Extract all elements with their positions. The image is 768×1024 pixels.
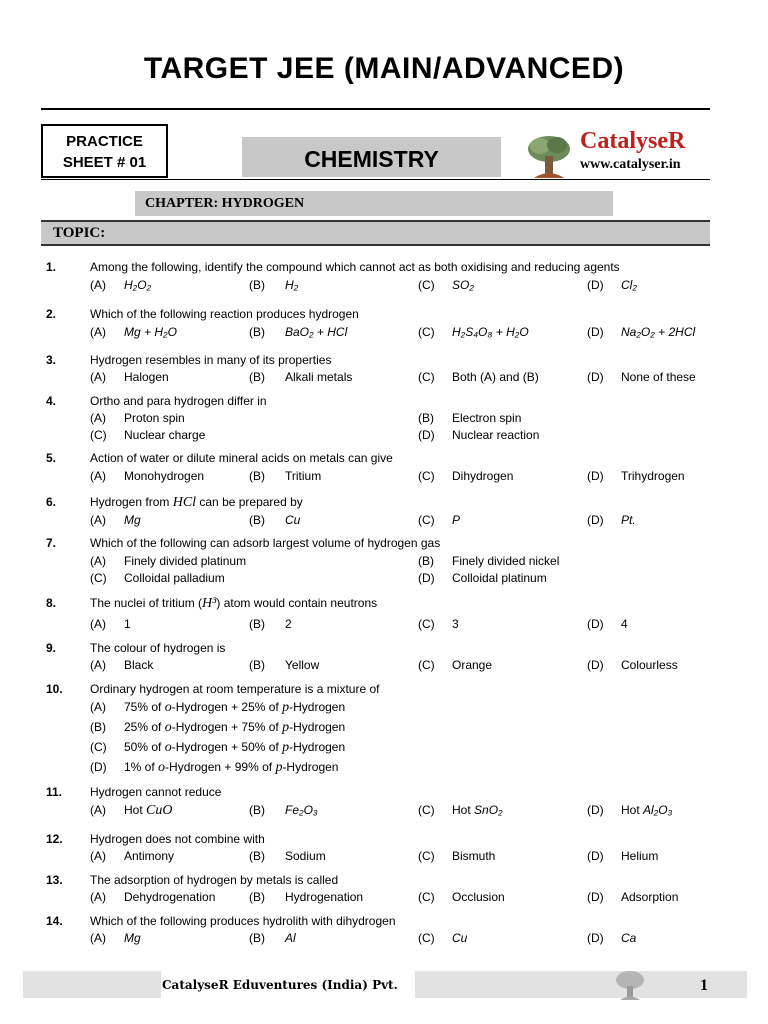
option-text: Nuclear reaction xyxy=(452,428,540,442)
option-label: (C) xyxy=(418,513,435,527)
option-math: SnO₂ xyxy=(474,803,503,817)
option-label: (B) xyxy=(249,890,265,904)
option-text xyxy=(452,802,503,819)
question-text: Hydrogen resembles in many of its properties xyxy=(90,353,332,367)
option-label: (B) xyxy=(249,469,265,483)
option-label: (C) xyxy=(418,658,435,672)
question-math: H³ xyxy=(202,596,217,611)
question-text: Hydrogen cannot reduce xyxy=(90,785,222,799)
topic-bar: TOPIC: xyxy=(41,220,710,246)
option-text: H₂O₂ xyxy=(124,278,152,292)
option-math-p: p xyxy=(282,720,290,735)
option-label: (D) xyxy=(587,325,604,339)
option-text: Trihydrogen xyxy=(621,469,685,483)
question-text: The colour of hydrogen is xyxy=(90,641,226,655)
option-text: Hydrogenation xyxy=(285,890,364,904)
option-text: Mg xyxy=(124,931,141,945)
option-label: (A) xyxy=(90,849,106,863)
option-text: Colloidal platinum xyxy=(452,571,547,585)
option-label: (D) xyxy=(587,849,604,863)
option-text: 3 xyxy=(452,617,459,631)
question-text: Ordinary hydrogen at room temperature is a mixture of xyxy=(90,682,380,696)
option-label: (D) xyxy=(90,760,107,774)
option-label: (A) xyxy=(90,700,106,714)
question-text-post: can be prepared by xyxy=(196,495,303,509)
option-text-b: -Hydrogen + 75% of xyxy=(171,720,283,734)
option-math-o: o xyxy=(164,720,172,735)
option-text xyxy=(124,739,345,756)
option-math-p: p xyxy=(282,740,290,755)
option-label: (D) xyxy=(587,370,604,384)
question-number: 9. xyxy=(46,641,57,655)
option-text: Electron spin xyxy=(452,411,522,425)
option-math: CuO xyxy=(146,803,173,818)
option-label: (C) xyxy=(418,890,435,904)
option-text xyxy=(285,802,318,819)
option-text: Pt. xyxy=(621,513,636,527)
option-label: (B) xyxy=(249,849,265,863)
option-text: Orange xyxy=(452,658,493,672)
option-label: (C) xyxy=(90,428,107,442)
option-text-prefix: Hot xyxy=(124,803,147,817)
question-text xyxy=(90,595,377,612)
option-label: (C) xyxy=(418,278,435,292)
option-label: (C) xyxy=(418,849,435,863)
question-text: Which of the following can adsorb largest volume of hydrogen gas xyxy=(90,536,441,550)
footer-tree-logo-icon xyxy=(614,969,646,1001)
option-text: BaO₂ + HCl xyxy=(285,325,348,339)
option-text-b: -Hydrogen + 99% of xyxy=(165,760,276,774)
option-label: (A) xyxy=(90,325,106,339)
question-text-post: ) atom would contain neutrons xyxy=(216,596,378,610)
option-math-p: p xyxy=(282,700,290,715)
option-text: H₂ xyxy=(285,278,299,292)
option-text-prefix: Hot xyxy=(452,803,475,817)
option-label: (B) xyxy=(249,617,265,631)
question-text: Action of water or dilute mineral acids on metals can give xyxy=(90,451,393,465)
question-number: 2. xyxy=(46,307,57,321)
chapter-banner: CHAPTER: HYDROGEN xyxy=(135,191,613,216)
tree-logo-icon xyxy=(526,134,572,180)
option-text-c: -Hydrogen xyxy=(289,720,346,734)
option-text-a: 50% of xyxy=(124,740,165,754)
option-label: (D) xyxy=(587,513,604,527)
option-text: Mg xyxy=(124,513,141,527)
option-label: (B) xyxy=(418,554,434,568)
option-text-b: -Hydrogen + 50% of xyxy=(171,740,283,754)
option-math: Al₂O₃ xyxy=(643,803,673,817)
brand-name: CatalyseR xyxy=(580,128,686,154)
question-number: 1. xyxy=(46,260,57,274)
option-text: Both (A) and (B) xyxy=(452,370,539,384)
option-text: Occlusion xyxy=(452,890,505,904)
question-text-pre: Hydrogen from xyxy=(90,495,173,509)
option-text: Tritium xyxy=(285,469,322,483)
option-label: (C) xyxy=(90,571,107,585)
option-label: (C) xyxy=(418,370,435,384)
option-label: (B) xyxy=(249,803,265,817)
option-text: Mg + H₂O xyxy=(124,325,177,339)
option-text-a: 25% of xyxy=(124,720,165,734)
question-number: 14. xyxy=(46,914,63,928)
option-label: (B) xyxy=(249,658,265,672)
option-text xyxy=(124,699,345,716)
option-math-o: o xyxy=(164,700,172,715)
option-text-b: -Hydrogen + 25% of xyxy=(171,700,283,714)
option-label: (D) xyxy=(587,278,604,292)
option-math: Fe₂O₃ xyxy=(285,803,318,817)
question-number: 13. xyxy=(46,873,63,887)
question-text xyxy=(90,494,303,511)
option-text-a: 1% of xyxy=(124,760,159,774)
option-text: Antimony xyxy=(124,849,175,863)
option-label: (A) xyxy=(90,658,106,672)
question-text: Which of the following produces hydrolith with dihydrogen xyxy=(90,914,396,928)
option-text-c: -Hydrogen xyxy=(289,700,346,714)
option-text xyxy=(621,802,672,819)
option-label: (D) xyxy=(418,428,435,442)
option-text: 2 xyxy=(285,617,292,631)
option-math-p: p xyxy=(275,760,283,775)
option-text: Cl₂ xyxy=(621,278,637,292)
question-number: 4. xyxy=(46,394,57,408)
option-text: Monohydrogen xyxy=(124,469,205,483)
option-text-c: -Hydrogen xyxy=(289,740,346,754)
option-label: (C) xyxy=(418,469,435,483)
question-number: 5. xyxy=(46,451,57,465)
option-label: (B) xyxy=(249,513,265,527)
option-label: (B) xyxy=(418,411,434,425)
question-text: Which of the following reaction produces hydrogen xyxy=(90,307,359,321)
option-text: Dihydrogen xyxy=(452,469,514,483)
question-number: 12. xyxy=(46,832,63,846)
option-label: (A) xyxy=(90,370,106,384)
question-number: 6. xyxy=(46,495,57,509)
option-text: Alkali metals xyxy=(285,370,353,384)
header-rule-bottom xyxy=(41,179,710,180)
website-link[interactable]: www.catalyser.in xyxy=(580,157,681,172)
option-text: Nuclear charge xyxy=(124,428,206,442)
option-label: (B) xyxy=(90,720,106,734)
option-text: Sodium xyxy=(285,849,326,863)
option-label: (A) xyxy=(90,411,106,425)
option-text xyxy=(124,802,172,819)
option-label: (D) xyxy=(587,469,604,483)
option-label: (B) xyxy=(249,325,265,339)
option-text: Yellow xyxy=(285,658,320,672)
option-math-o: o xyxy=(158,760,166,775)
option-label: (A) xyxy=(90,554,106,568)
option-label: (C) xyxy=(418,803,435,817)
option-math-o: o xyxy=(164,740,172,755)
option-label: (C) xyxy=(90,740,107,754)
option-label: (B) xyxy=(249,370,265,384)
option-text: 4 xyxy=(621,617,628,631)
question-text: The adsorption of hydrogen by metals is called xyxy=(90,873,339,887)
option-label: (C) xyxy=(418,617,435,631)
option-label: (A) xyxy=(90,469,106,483)
option-label: (D) xyxy=(587,617,604,631)
option-text: 1 xyxy=(124,617,131,631)
option-label: (A) xyxy=(90,890,106,904)
option-label: (A) xyxy=(90,617,106,631)
option-text: None of these xyxy=(621,370,696,384)
footer-bar-left xyxy=(23,971,161,998)
option-text: Colloidal palladium xyxy=(124,571,225,585)
option-text: Cu xyxy=(452,931,468,945)
option-label: (D) xyxy=(418,571,435,585)
header-rule-top xyxy=(41,108,710,110)
question-math: HCl xyxy=(172,495,197,510)
option-text: H₂S₄O₈ + H₂O xyxy=(452,325,529,339)
option-label: (D) xyxy=(587,890,604,904)
footer-bar-right xyxy=(415,971,747,998)
option-text-c: -Hydrogen xyxy=(282,760,339,774)
question-number: 3. xyxy=(46,353,57,367)
option-text: Finely divided nickel xyxy=(452,554,560,568)
option-text-prefix: Hot xyxy=(621,803,644,817)
option-text: Finely divided platinum xyxy=(124,554,247,568)
option-text: Halogen xyxy=(124,370,169,384)
option-label: (D) xyxy=(587,658,604,672)
question-text: Among the following, identify the compound which cannot act as both oxidising and reducing agents xyxy=(90,260,620,274)
page-title: TARGET JEE (MAIN/ADVANCED) xyxy=(143,52,625,85)
practice-label: PRACTICE xyxy=(66,133,143,150)
option-label: (D) xyxy=(587,803,604,817)
option-label: (A) xyxy=(90,278,106,292)
option-label: (B) xyxy=(249,931,265,945)
option-label: (A) xyxy=(90,803,106,817)
question-number: 7. xyxy=(46,536,57,550)
question-number: 11. xyxy=(46,785,63,799)
option-label: (A) xyxy=(90,513,106,527)
option-text: SO₂ xyxy=(452,278,474,292)
subject-banner: CHEMISTRY xyxy=(242,137,501,177)
option-text xyxy=(124,719,345,736)
option-text: Ca xyxy=(621,931,637,945)
option-text: Adsorption xyxy=(621,890,679,904)
option-text: Black xyxy=(124,658,154,672)
option-text-a: 75% of xyxy=(124,700,165,714)
question-number: 8. xyxy=(46,596,57,610)
option-text: Colourless xyxy=(621,658,678,672)
question-text: Hydrogen does not combine with xyxy=(90,832,265,846)
option-label: (D) xyxy=(587,931,604,945)
question-text-pre: The nuclei of tritium ( xyxy=(90,596,203,610)
option-label: (B) xyxy=(249,278,265,292)
option-label: (C) xyxy=(418,325,435,339)
option-label: (A) xyxy=(90,931,106,945)
footer-company: CatalyseR Eduventures (India) Pvt. xyxy=(162,978,398,992)
page-number: 1 xyxy=(700,977,708,994)
practice-sheet-box xyxy=(41,124,168,178)
option-text: Na₂O₂ + 2HCl xyxy=(621,325,696,339)
option-text: Proton spin xyxy=(124,411,185,425)
sheet-number: SHEET # 01 xyxy=(62,154,147,171)
option-text: Helium xyxy=(621,849,659,863)
option-text: Cu xyxy=(285,513,301,527)
option-label: (C) xyxy=(418,931,435,945)
option-text: Dehydrogenation xyxy=(124,890,216,904)
option-text: Bismuth xyxy=(452,849,496,863)
option-text: P xyxy=(452,513,461,527)
option-text: Al xyxy=(285,931,296,945)
option-text xyxy=(124,759,338,776)
question-number: 10. xyxy=(46,682,63,696)
question-text: Ortho and para hydrogen differ in xyxy=(90,394,267,408)
